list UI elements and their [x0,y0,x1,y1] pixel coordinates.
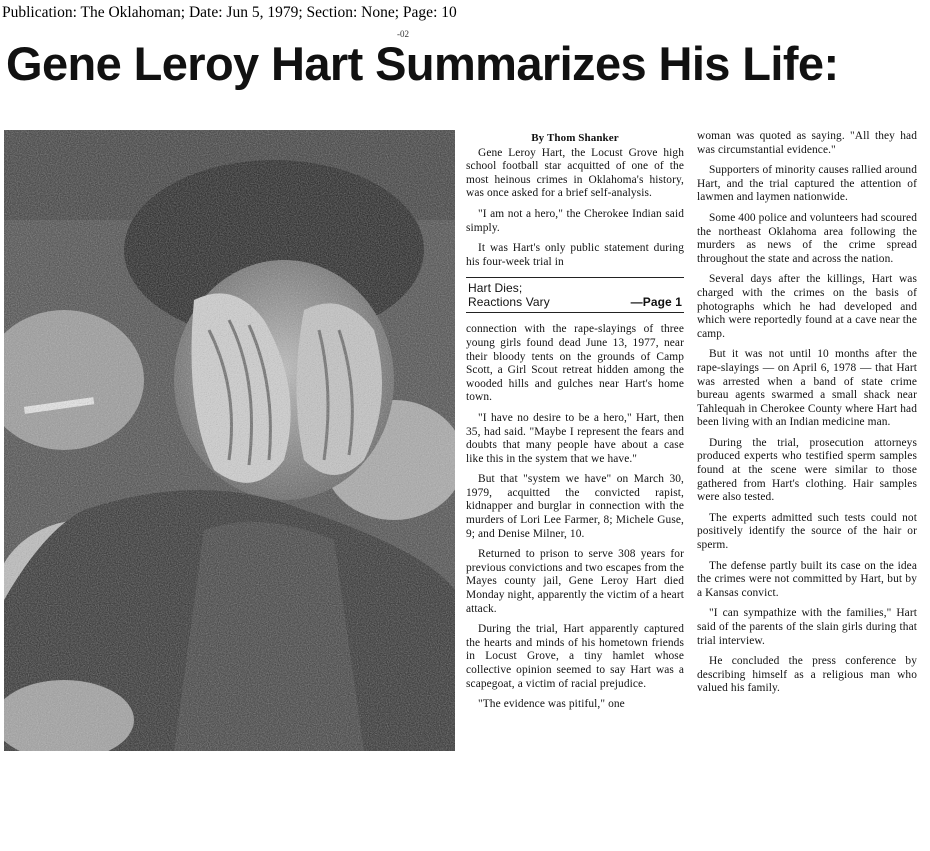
news-photo [4,130,455,751]
related-story-title-line: Hart Dies; [468,281,523,296]
publication-line: Publication: The Oklahoman; Date: Jun 5, 1979; Section: None; Page: 10 [2,4,457,21]
paragraph: He concluded the press conference by describing himself as a religious man who valued his family. [697,655,917,695]
related-story-title [468,281,550,309]
paragraph: Supporters of minority causes rallied around Hart, and the trial captured the attention of lawmen and laymen nationwide. [697,164,917,204]
paragraph: Several days after the killings, Hart was charged with the crimes on the basis of photographs which he had developed and which were reportedly found at a cave near the camp. [697,273,917,340]
paragraph: Returned to prison to serve 308 years for previous convictions and two escapes from the Mayes county jail, Gene Leroy Hart died Monday night, apparently the victim of a heart attack. [466,548,684,615]
paragraph: woman was quoted as saying. "All they had was circumstantial evidence." [697,130,917,156]
related-story-box [466,277,684,313]
paragraph: "I have no desire to be a hero," Hart, then 35, had said. "Maybe I represent the fears and doubts that many people have about a case like this in the system that we have." [466,411,684,465]
paragraph: The defense partly built its case on the idea the crimes were not committed by Hart, but by a Kansas convict. [697,559,917,599]
paragraph: During the trial, prosecution attorneys produced experts who testified sperm samples found at the scene were similar to those gathered from Hart's clothing. Hair samples were also tested. [697,436,917,504]
paragraph: The experts admitted such tests could not positively identify the source of the hair or sperm. [697,511,917,552]
related-story-page-ref: —Page 1 [630,295,682,310]
paragraph: But that "system we have" on March 30, 1979, acquitted the convicted rapist, kidnapper and burglar in connection with the murders of Lori Lee Farmer, 8; Michele Guse, 9; and Denise Milner, 10. [466,473,684,540]
paragraph: It was Hart's only public statement during his four-week trial in [466,242,684,268]
paragraph: During the trial, Hart apparently captured the hearts and minds of his hometown friends in Locust Grove, a tiny hamlet whose collective opinion seemed to say Hart was a scapegoat, a victim of racial prejudice. [466,623,684,690]
paragraph: Gene Leroy Hart, the Locust Grove high school football star acquitted of one of the most heinous crimes in Oklahoma's history, was once asked for a brief self-analysis. [466,146,684,200]
paragraph: But it was not until 10 months after the rape-slayings — on April 6, 1978 — that Hart was arrested when a band of state crime bureau agents swarmed a small shack near Tahlequah in Cherokee County where Hart had been living with an Indian medicine man. [697,348,917,429]
paragraph: connection with the rape-slayings of three young girls found dead June 13, 1977, near their bloody tents on the grounds of Camp Scott, a Girl Scout retreat hidden among the wooded hills and gulches near Hart's home town. [466,323,684,404]
paragraph: "The evidence was pitiful," one [478,698,625,711]
article-column-2 [466,130,684,719]
print-mark: -02 [397,29,409,39]
article-column-3 [697,130,917,703]
paragraph: "I am not a hero," the Cherokee Indian said simply. [466,207,684,234]
byline: By Thom Shanker [531,132,619,144]
paragraph: "I can sympathize with the families," Hart said of the parents of the slain girls during that trial interview. [697,607,917,647]
related-story-title-line: Reactions Vary [468,295,550,310]
headline: Gene Leroy Hart Summarizes His Life: [6,37,839,90]
paragraph: Some 400 police and volunteers had scoured the northeast Oklahoma area following the murders as news of the crime spread throughout the state and across the nation. [697,211,917,265]
news-photo-icon [4,130,455,751]
